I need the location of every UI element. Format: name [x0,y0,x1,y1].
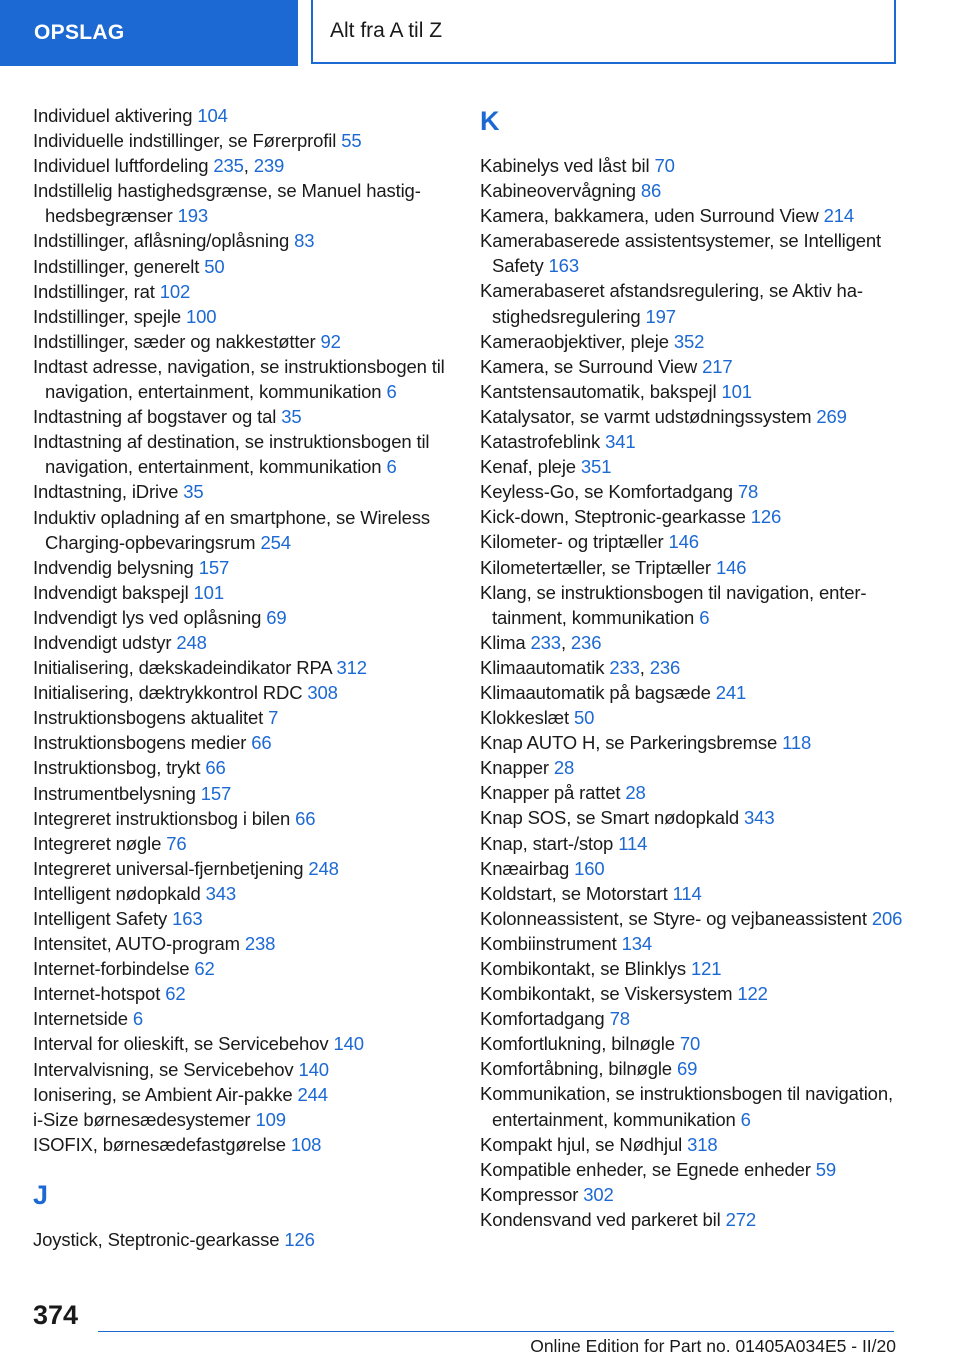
index-term: Instrumentbelysning [33,782,196,804]
index-letter-k: K [480,106,500,136]
index-term: Indtastning, iDrive [33,481,179,503]
index-entry [480,1081,905,1131]
index-term: Internet-hotspot [33,983,161,1005]
footer-divider [98,1331,894,1332]
index-entry [33,881,458,906]
index-letter-j: J [33,1179,49,1210]
page-reference-link[interactable]: 193 [177,205,209,227]
index-entry [33,1082,458,1107]
index-term: Interval for olieskift, se Servicebehov [33,1033,329,1055]
index-entry [480,354,905,379]
index-entry [480,228,905,278]
index-term: Komfortadgang [480,1008,605,1030]
index-term: Intensitet, AUTO-program [33,933,240,955]
index-term: Internet-forbindelse [33,958,190,980]
index-entry [480,931,905,956]
index-term: Kabinelys ved låst bil [480,155,650,176]
index-term: Induktiv opladning af en smartphone, se Wireless Charging-opbevaringsrum [33,506,430,553]
index-entry [33,505,458,555]
page-reference-link[interactable]: 236 [570,631,602,653]
page-reference-link[interactable]: 76 [166,832,187,854]
index-entry [480,856,905,881]
index-entry [480,504,905,529]
index-term: Klima [480,631,526,653]
index-term: ISOFIX, børnesædefastgørelse [33,1133,286,1155]
index-entry [33,279,458,304]
index-entry [33,404,458,429]
index-term: Initialisering, dækskadeindikator RPA [33,657,332,679]
index-term: Knap SOS, se Smart nødopkald [480,807,740,829]
page-header [0,0,960,66]
index-term: Indstillinger, sæder og nakkestøtter [33,330,316,352]
page-reference-link[interactable]: 102 [159,280,191,302]
page-reference-link[interactable]: 163 [548,255,579,277]
index-entry [33,755,458,780]
chapter-title: Alt fra A til Z [311,0,896,64]
page-reference-link[interactable]: 114 [618,832,648,854]
page-reference-link[interactable]: 134 [621,932,652,954]
index-entry [480,1031,905,1056]
index-term: Kenaf, pleje [480,456,576,478]
page-reference-link[interactable]: 6 [386,456,397,478]
index-entry [33,304,458,329]
index-term: Kick-down, Steptronic-gearkasse [480,506,746,528]
index-term: Koldstart, se Motorstart [480,882,668,904]
index-entry [33,655,458,680]
index-entry [480,1056,905,1081]
index-entry [33,806,458,831]
edition-note: Online Edition for Part no. 01405A034E5 - II/20 [530,1336,896,1356]
index-entry [480,1207,905,1232]
index-entry [480,655,905,680]
page-reference-link[interactable]: 35 [183,481,204,503]
section-tab: OPSLAG [0,0,298,66]
index-term: Instruktionsbogens aktualitet [33,707,264,729]
index-entry [33,630,458,655]
page-reference-link[interactable]: 272 [725,1208,756,1230]
index-entry [33,429,458,479]
index-entry [480,379,905,404]
index-entry [480,705,905,730]
index-entry [33,956,458,981]
index-column-left [33,103,458,1252]
index-term: Knapper på rattet [480,782,621,804]
index-term: Individuelle indstillinger, se Førerprofil [33,130,337,152]
index-term: Kombiinstrument [480,932,617,954]
page-reference-link[interactable]: 235 [213,155,244,177]
page-reference-link[interactable]: 351 [580,456,612,478]
index-list-i [33,103,458,1157]
index-entry [480,981,905,1006]
index-term: Knap, start-/stop [480,832,614,854]
index-term: Kamera, se Surround View [480,355,698,377]
index-entry [33,555,458,580]
index-term: Indstillinger, generelt [33,255,200,277]
index-entry [480,1182,905,1207]
page-reference-link[interactable]: 238 [244,933,276,955]
page-separator: , [639,656,650,678]
index-entry [33,128,458,153]
page-reference-link[interactable]: 160 [574,857,605,879]
page-reference-link[interactable]: 28 [553,757,575,779]
index-term: Indvendig belysning [33,556,194,578]
page-reference-link[interactable]: 6 [132,1008,144,1030]
page-reference-link[interactable]: 59 [815,1158,837,1180]
index-entry [480,329,905,354]
index-term: Joystick, Steptronic-gearkasse [33,1228,280,1250]
page-reference-link[interactable]: 100 [186,305,217,327]
index-term: Intervalvisning, se Servicebehov [33,1058,294,1080]
page-reference-link[interactable]: 35 [281,406,302,428]
index-entry [33,153,458,178]
index-entry [33,1031,458,1056]
index-term: Klimaautomatik på bagsæde [480,681,711,703]
page-reference-link[interactable]: 28 [625,782,646,804]
page-reference-link[interactable]: 140 [298,1058,329,1080]
page-reference-link[interactable]: 122 [737,983,768,1005]
index-entry [33,605,458,630]
index-entry [480,555,905,580]
index-term: Kombikontakt, se Viskersystem [480,983,733,1005]
index-term: Kombikontakt, se Blinklys [480,958,687,979]
index-entry [33,1006,458,1031]
index-entry [480,831,905,856]
index-entry [33,680,458,705]
index-term: Kompressor [480,1183,579,1205]
page-reference-link[interactable]: 108 [290,1133,322,1155]
index-entry [480,881,905,906]
index-term: Indstillinger, rat [33,280,155,302]
index-entry [480,1006,905,1031]
index-entry [480,780,905,805]
index-term: Kompakt hjul, se Nødhjul [480,1133,683,1155]
index-term: Knap AUTO H, se Parkeringsbremse [480,732,778,754]
page-reference-link[interactable]: 6 [699,606,710,628]
index-term: Kantstensautomatik, bakspejl [480,380,717,402]
page-reference-link[interactable]: 126 [750,506,782,528]
page-reference-link[interactable]: 236 [649,656,681,678]
page-reference-link[interactable]: 121 [691,958,722,979]
index-entry [33,178,458,228]
page-reference-link[interactable]: 118 [782,732,812,754]
index-term: Indvendigt lys ved oplåsning [33,606,262,628]
page-reference-link[interactable]: 217 [702,355,733,377]
page-reference-link[interactable]: 254 [260,531,291,553]
page-reference-link[interactable]: 7 [268,707,279,729]
page-reference-link[interactable]: 66 [295,807,316,829]
page-reference-link[interactable]: 50 [204,255,225,277]
index-entry [33,906,458,931]
index-term: Intelligent Safety [33,908,168,929]
index-entry [480,680,905,705]
index-term: Initialisering, dæktrykkontrol RDC [33,682,303,704]
index-term: Klokkeslæt [480,707,569,729]
page-reference-link[interactable]: 140 [333,1033,364,1055]
page-reference-link[interactable]: 214 [823,205,855,227]
index-term: Klimaautomatik [480,656,605,678]
page-reference-link[interactable]: 206 [871,907,903,929]
page-reference-link[interactable]: 233 [609,656,640,678]
page-reference-link[interactable]: 269 [816,405,847,427]
index-term: Katastrofeblink [480,431,601,453]
index-term: Klang, se instruktionsbogen til navigation, entertainment, kommunikation [480,581,867,628]
index-term: Kabineovervågning [480,180,636,202]
page-reference-link[interactable]: 83 [294,230,315,252]
index-entry [480,1157,905,1182]
index-entry [33,931,458,956]
page-reference-link[interactable]: 66 [205,757,226,779]
page-reference-link[interactable]: 86 [640,180,662,202]
page-reference-link[interactable]: 55 [341,130,362,152]
index-term: Instruktionsbogens medier [33,732,247,754]
index-entry [480,755,905,780]
index-list-j [33,1227,458,1252]
index-entry [480,630,905,655]
page-reference-link[interactable]: 343 [205,882,236,904]
index-entry [480,278,905,328]
index-entry [33,831,458,856]
index-entry [33,228,458,253]
page-reference-link[interactable]: 69 [266,606,287,628]
page-reference-link[interactable]: 101 [721,380,752,402]
page-reference-link[interactable]: 157 [198,556,230,578]
index-entry [33,479,458,504]
index-term: Individuel aktivering [33,105,193,126]
index-term: Kamerabaserede assistentsystemer, se Intelligent Safety [480,230,882,277]
page-reference-link[interactable]: 241 [715,681,747,703]
page-reference-link[interactable]: 114 [672,882,702,904]
page-reference-link[interactable]: 70 [654,155,675,176]
page-reference-link[interactable]: 248 [308,857,339,879]
page-reference-link[interactable]: 126 [284,1228,315,1250]
page-reference-link[interactable]: 197 [645,305,676,327]
page-reference-link[interactable]: 6 [386,381,397,403]
index-entry [33,354,458,404]
index-term: Integreret instruktionsbog i bilen [33,807,291,829]
index-entry [480,153,905,178]
index-term: Intelligent nødopkald [33,882,201,904]
index-entry [33,1107,458,1132]
index-term: Indtastning af destination, se instruktionsbogen til navigation, entertainment, kommunikation [33,431,430,478]
index-term: Kilometer- og triptæller [480,531,664,553]
index-entry [33,981,458,1006]
index-entry [480,404,905,429]
page-reference-link[interactable]: 6 [740,1108,751,1130]
index-entry [480,203,905,228]
index-entry [480,479,905,504]
index-term: Kameraobjektiver, pleje [480,330,669,352]
page-reference-link[interactable]: 78 [737,481,759,503]
page-reference-link[interactable]: 244 [297,1083,328,1105]
index-column-right [480,103,905,1232]
page-reference-link[interactable]: 239 [253,155,285,177]
page-reference-link[interactable]: 146 [668,531,699,553]
page-reference-link[interactable]: 104 [197,105,228,126]
page-reference-link[interactable]: 70 [679,1033,701,1055]
index-term: Kommunikation, se instruktionsbogen til navigation, entertainment, kommunikation [480,1083,893,1130]
section-gap [33,1157,458,1177]
index-term: Integreret nøgle [33,832,162,854]
page-reference-link[interactable]: 318 [687,1133,718,1155]
page-reference-link[interactable]: 101 [193,581,224,603]
index-term: i-Size børnesædesystemer [33,1108,251,1130]
page-reference-link[interactable]: 157 [200,782,232,804]
index-term: Kolonneassistent, se Styre- og vejbaneassistent [480,907,867,929]
index-entry [33,329,458,354]
index-entry [33,103,458,128]
page-reference-link[interactable]: 69 [676,1058,698,1080]
index-term: Kilometertæller, se Triptæller [480,556,711,578]
index-term: Indstillinger, aflåsning/oplåsning [33,230,290,252]
index-entry [33,254,458,279]
index-entry [480,805,905,830]
index-term: Individuel luftfordeling [33,155,209,177]
index-entry [33,1132,458,1157]
page-reference-link[interactable]: 109 [255,1108,286,1130]
index-term: Keyless-Go, se Komfortadgang [480,481,733,503]
index-entry [33,1227,458,1252]
page-reference-link[interactable]: 66 [251,732,272,754]
page-reference-link[interactable]: 312 [336,657,367,679]
page-separator: , [560,631,571,653]
index-term: Indvendigt udstyr [33,631,172,653]
index-entry [480,906,905,931]
index-entry [480,529,905,554]
index-term: Komfortåbning, bilnøgle [480,1058,672,1080]
page-reference-link[interactable]: 352 [673,330,705,352]
index-term: Kamerabaseret afstandsregulering, se Aktiv hastighedsregulering [480,280,863,327]
page-reference-link[interactable]: 341 [605,431,636,453]
page-reference-link[interactable]: 50 [573,707,595,729]
index-term: Knæairbag [480,857,570,879]
index-list-k [480,153,905,1232]
index-entry [480,580,905,630]
page-reference-link[interactable]: 62 [165,983,186,1005]
index-entry [480,454,905,479]
page-separator: , [243,155,254,177]
index-entry [33,1057,458,1082]
index-entry [33,705,458,730]
page-reference-link[interactable]: 233 [530,631,561,653]
index-entry [480,429,905,454]
page-reference-link[interactable]: 302 [583,1183,614,1205]
index-term: Ionisering, se Ambient Air-pakke [33,1083,293,1105]
page-reference-link[interactable]: 92 [320,330,341,352]
page-reference-link[interactable]: 146 [715,556,747,578]
index-entry [33,781,458,806]
index-term: Integreret universal-fjernbetjening [33,857,304,879]
index-term: Kompatible enheder, se Egnede enheder [480,1158,811,1180]
index-entry [33,730,458,755]
page-number: 374 [33,1300,79,1330]
index-term: Indstillelig hastighedsgrænse, se Manuel hastighedsbegrænser [33,180,421,227]
index-entry [480,730,905,755]
index-term: Knapper [480,757,549,779]
index-entry [33,580,458,605]
page-reference-link[interactable]: 163 [172,908,203,929]
page-reference-link[interactable]: 78 [609,1008,630,1030]
index-entry [480,956,905,981]
index-entry [480,1132,905,1157]
index-term: Indtastning af bogstaver og tal [33,406,277,428]
index-term: Internetside [33,1008,128,1030]
index-term: Indvendigt bakspejl [33,581,189,603]
index-term: Katalysator, se varmt udstødningssystem [480,405,812,427]
index-term: Instruktionsbog, trykt [33,757,201,779]
index-term: Kondensvand ved parkeret bil [480,1208,721,1230]
index-term: Kamera, bakkamera, uden Surround View [480,205,819,227]
index-entry [33,856,458,881]
index-term: Indtast adresse, navigation, se instruktionsbogen til navigation, entertainment, kommunikation [33,355,445,403]
index-term: Indstillinger, spejle [33,305,182,327]
page-reference-link[interactable]: 308 [307,682,338,704]
index-entry [480,178,905,203]
page-reference-link[interactable]: 248 [176,631,207,653]
page-reference-link[interactable]: 62 [194,958,215,980]
page-reference-link[interactable]: 343 [744,807,775,829]
index-term: Komfortlukning, bilnøgle [480,1033,675,1055]
